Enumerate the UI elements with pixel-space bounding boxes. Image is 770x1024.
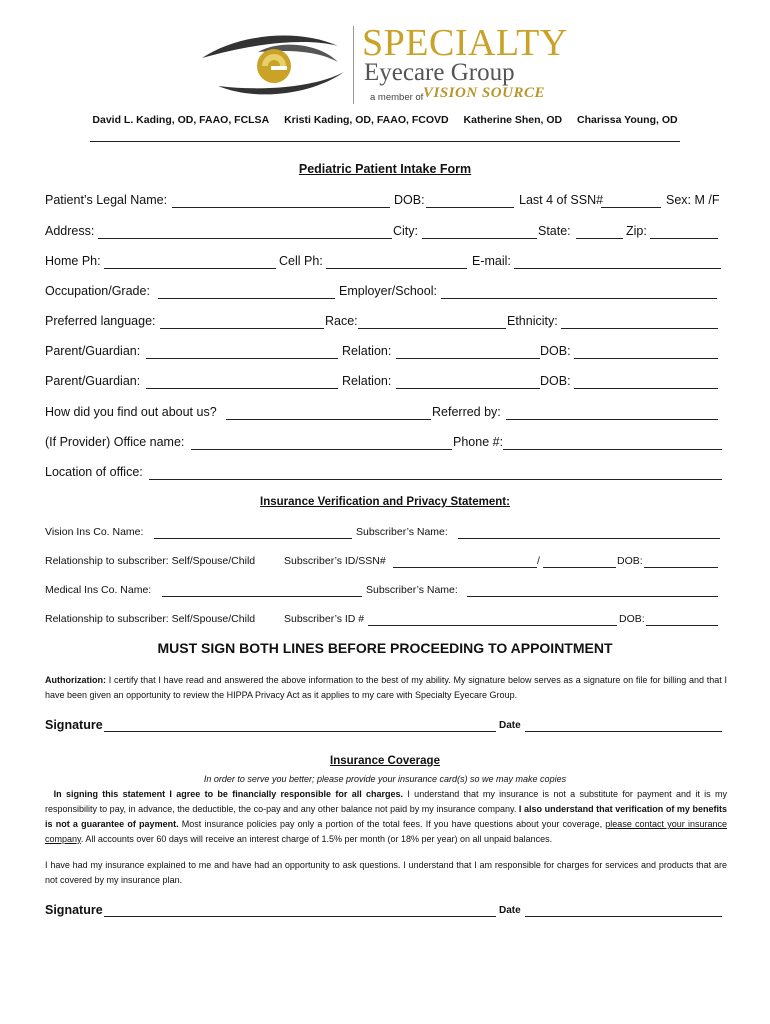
insurance-section-title: Insurance Verification and Privacy Statement: (260, 496, 510, 508)
state-label: State: (538, 224, 571, 238)
how-found-field[interactable] (226, 419, 431, 420)
address-field[interactable] (98, 238, 392, 239)
email-label: E-mail: (472, 254, 511, 268)
relation-field[interactable] (396, 358, 540, 359)
home-phone-label: Home Ph: (45, 254, 101, 268)
dob-field[interactable] (426, 207, 514, 208)
vision-ins-field[interactable] (154, 538, 352, 539)
language-label: Preferred language: (45, 314, 156, 328)
coverage-paragraph (45, 787, 727, 847)
parent-dob-label: DOB: (540, 344, 571, 358)
medical-ins-label: Medical Ins Co. Name: (45, 584, 152, 596)
date-label: Date (499, 720, 521, 731)
occupation-field[interactable] (158, 298, 335, 299)
ethnicity-field[interactable] (561, 328, 718, 329)
authorization-text: I certify that I have read and answered the above information to the best of my ability. My signature below serves as a signature on file for billing and that I have been given an opportunity to review the HIPPA Privacy Act as it applies to my care with Specialty Eyecare Group. (45, 675, 727, 700)
coverage-bold-1: In signing this statement I agree to be financially responsible for all charges. (53, 789, 404, 799)
race-label: Race: (325, 314, 358, 328)
subscriber-id-ssn-label: Subscriber’s ID/SSN# (284, 555, 386, 567)
coverage-text-2: Most insurance policies pay only a portion of the total fees. If you have questions about your coverage, (178, 819, 606, 829)
coverage-note: In order to serve you better; please provide your insurance card(s) so we may make copies (203, 774, 567, 784)
home-phone-field[interactable] (104, 268, 276, 269)
parent-guardian-label: Parent/Guardian: (45, 344, 141, 358)
doctor-name: David L. Kading, OD, FAAO, FCLSA (92, 114, 270, 126)
subscriber-name-field[interactable] (467, 596, 718, 597)
logo-divider (353, 26, 354, 104)
email-field[interactable] (514, 268, 721, 269)
address-label: Address: (45, 224, 95, 238)
legal-name-label: Patient’s Legal Name: (45, 193, 168, 207)
state-field[interactable] (576, 238, 623, 239)
relation-label: Relation: (342, 374, 392, 388)
occupation-label: Occupation/Grade: (45, 284, 150, 298)
location-field[interactable] (149, 479, 722, 480)
language-field[interactable] (160, 328, 324, 329)
coverage-bold-2: I also understand that verification of my benefits is not a guarantee of payment. (45, 804, 727, 829)
employer-field[interactable] (441, 298, 717, 299)
subscriber-dob-field[interactable] (644, 567, 718, 568)
how-found-label: How did you find out about us? (45, 405, 217, 419)
ssn-field[interactable] (601, 207, 661, 208)
zip-label: Zip: (626, 224, 647, 238)
parent-dob-label: DOB: (540, 374, 571, 388)
doctor-name: Charissa Young, OD (577, 114, 678, 126)
parent-guardian-field[interactable] (146, 358, 338, 359)
city-field[interactable] (422, 238, 537, 239)
signature-label: Signature (45, 718, 103, 732)
date-field[interactable] (525, 731, 722, 732)
subscriber-name-label: Subscriber’s Name: (356, 526, 448, 538)
coverage-text-1: I understand that my insurance is not a substitute for payment and it is my responsibility to pay, in advance, the deductible, the co-pay and any other balance not paid by my insurance company. (45, 789, 727, 814)
parent-dob-field[interactable] (574, 358, 718, 359)
cell-phone-label: Cell Ph: (279, 254, 323, 268)
parent-guardian-label: Parent/Guardian: (45, 374, 141, 388)
must-sign-heading: MUST SIGN BOTH LINES BEFORE PROCEEDING TO APPOINTMENT (157, 640, 613, 656)
subscriber-ssn-field[interactable] (543, 567, 616, 568)
date-label: Date (499, 905, 521, 916)
office-name-label: (If Provider) Office name: (45, 435, 185, 449)
medical-ins-field[interactable] (162, 596, 362, 597)
brand-name: SPECIALTY (362, 22, 568, 64)
subscriber-dob-label: DOB: (617, 555, 643, 567)
coverage-text-3: . All accounts over 60 days will receive an interest charge of 1.5% per month (or 18% per year) on all unpaid balances. (80, 834, 553, 844)
signature-field[interactable] (104, 916, 496, 917)
explained-paragraph: I have had my insurance explained to me and have had an opportunity to ask questions. I understand that I am responsible for charges for services and products that are not covered by my insurance plan. (45, 860, 727, 885)
phone-label: Phone #: (453, 435, 504, 449)
subscriber-name-label: Subscriber’s Name: (366, 584, 458, 596)
zip-field[interactable] (650, 238, 718, 239)
coverage-title: Insurance Coverage (330, 755, 440, 767)
parent-guardian-field[interactable] (146, 388, 338, 389)
network-logo-text: VISION SOURCE (423, 85, 545, 101)
subscriber-name-field[interactable] (458, 538, 720, 539)
subscriber-id-field[interactable] (368, 625, 617, 626)
referred-by-field[interactable] (506, 419, 718, 420)
vision-ins-label: Vision Ins Co. Name: (45, 526, 144, 538)
contact-insurance-text: please contact your insurance company (45, 819, 727, 844)
relation-label: Relation: (342, 344, 392, 358)
form-title: Pediatric Patient Intake Form (298, 162, 472, 176)
city-label: City: (393, 224, 418, 238)
subscriber-id-field[interactable] (393, 567, 537, 568)
relation-field[interactable] (396, 388, 540, 389)
authorization-label: Authorization: (45, 675, 106, 685)
brand-subtitle: Eyecare Group (364, 59, 515, 86)
date-field[interactable] (525, 916, 722, 917)
race-field[interactable] (358, 328, 506, 329)
doctor-name: Katherine Shen, OD (463, 114, 563, 126)
location-label: Location of office: (45, 465, 143, 479)
subscriber-id-label: Subscriber’s ID # (284, 613, 365, 625)
ethnicity-label: Ethnicity: (507, 314, 558, 328)
doctor-name: Kristi Kading, OD, FAAO, FCOVD (284, 114, 449, 126)
eye-logo-icon (198, 28, 346, 98)
subscriber-dob-field[interactable] (646, 625, 718, 626)
slash-separator: / (537, 555, 540, 567)
doctor-list (0, 114, 770, 126)
parent-dob-field[interactable] (574, 388, 718, 389)
signature-field[interactable] (104, 731, 496, 732)
member-text: a member of (370, 92, 424, 103)
office-name-field[interactable] (191, 449, 452, 450)
ssn-label: Last 4 of SSN# (519, 193, 604, 207)
legal-name-field[interactable] (172, 207, 390, 208)
subscriber-dob-label: DOB: (619, 613, 645, 625)
signature-label: Signature (45, 903, 103, 917)
relationship-label: Relationship to subscriber: Self/Spouse/Child (45, 555, 256, 567)
employer-label: Employer/School: (339, 284, 437, 298)
dob-label: DOB: (394, 193, 425, 207)
referred-by-label: Referred by: (432, 405, 501, 419)
phone-field[interactable] (503, 449, 722, 450)
sex-label: Sex: M /F (666, 193, 720, 207)
relationship-label: Relationship to subscriber: Self/Spouse/Child (45, 613, 256, 625)
header-rule (90, 141, 680, 142)
cell-phone-field[interactable] (326, 268, 467, 269)
authorization-paragraph (45, 673, 727, 703)
